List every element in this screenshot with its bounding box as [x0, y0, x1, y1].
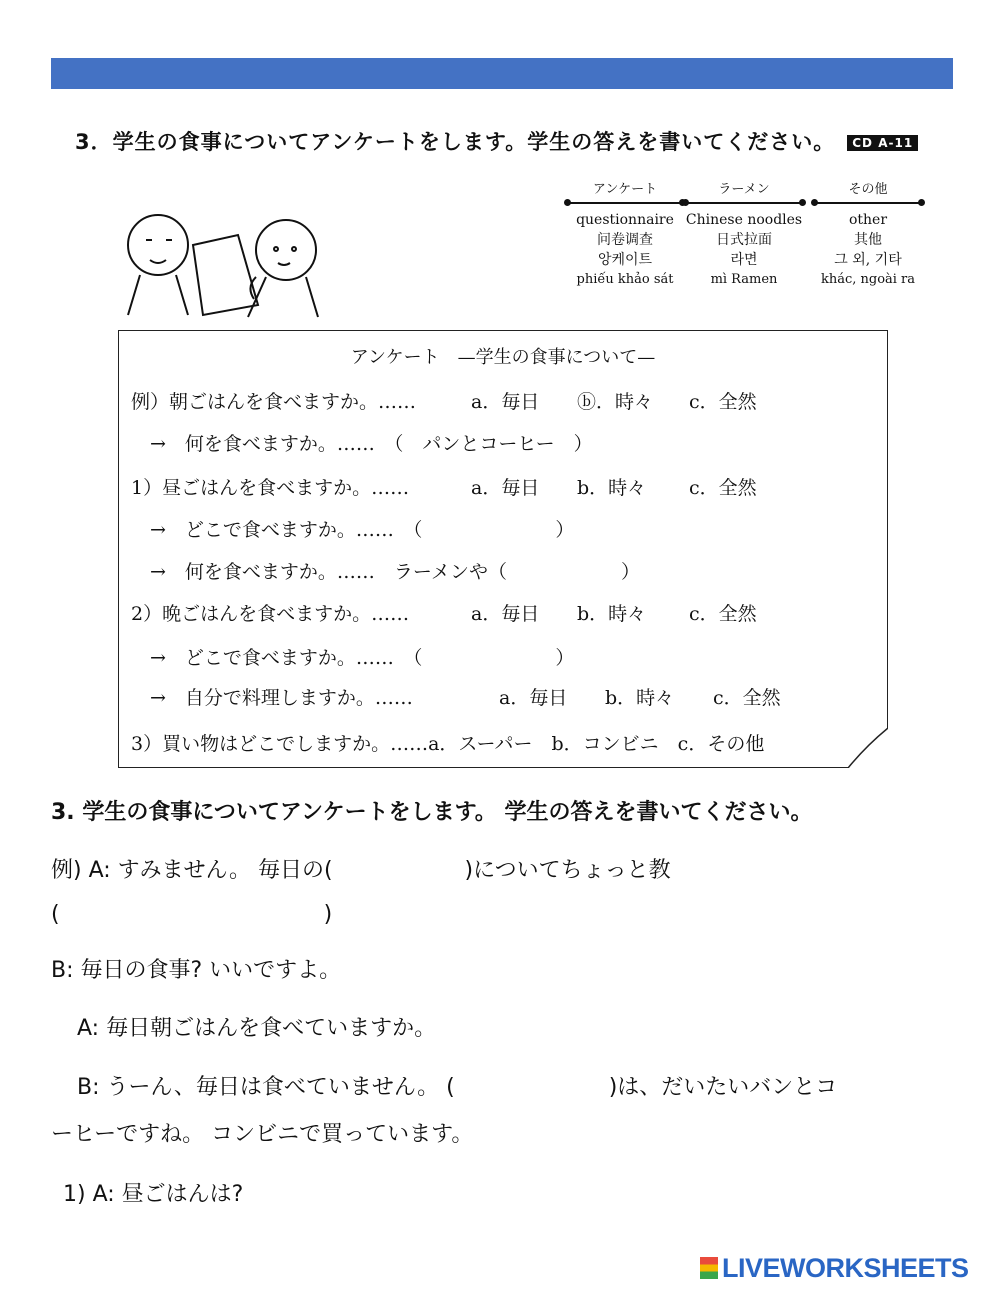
survey-title: アンケート —学生の食事について—: [350, 347, 656, 368]
dialogue-line: 例) A: すみません。 毎日の( )についてちょっと教: [51, 858, 671, 883]
vocab-other: その他 other 其他 그 외, 기타 khác, ngoài ra: [812, 180, 924, 290]
option-a: a．毎日: [471, 603, 540, 625]
header-bar: [51, 58, 953, 89]
dialogue-line: ーヒーですね。 コンビニで買っています。: [51, 1122, 474, 1147]
survey-followup: → 何を食べますか。…… ラーメンや（ ）: [131, 561, 640, 583]
dialogue-line: B: うーん、毎日は食べていません。 ( )は、だいたいバンとコ: [77, 1075, 838, 1100]
survey-example-question: 例）朝ごはんを食べますか。……: [131, 391, 417, 413]
option-b: b．時々: [605, 687, 675, 709]
dialogue-line: 1) A: 昼ごはんは?: [63, 1182, 244, 1207]
option-c: c．全然: [689, 477, 757, 499]
survey-followup: → 自分で料理しますか。……: [131, 687, 413, 709]
dialogue-line: B: 毎日の食事? いいですよ。: [51, 958, 342, 983]
survey-question-1: 1）昼ごはんを食べますか。……: [131, 477, 410, 499]
option-b: b．時々: [577, 477, 647, 499]
option-a: a．毎日: [471, 391, 540, 413]
dialogue-line: A: 毎日朝ごはんを食べていますか。: [77, 1016, 437, 1041]
option-c: c．全然: [689, 603, 757, 625]
vocab-questionnaire: アンケート questionnaire 问卷调查 앙케이트 phiếu khảo sát: [565, 180, 685, 290]
section-title: 3．学生の食事についてアンケートをします。学生の答えを書いてください。 CD A-11: [75, 126, 918, 156]
page-curl: [848, 728, 888, 768]
logo-icon: [700, 1257, 718, 1279]
option-c: c．全然: [689, 391, 757, 413]
option-b: ⓑ．時々: [577, 391, 654, 413]
survey-followup: → どこで食べますか。…… （ ）: [131, 519, 575, 541]
cd-badge: CD A-11: [847, 135, 918, 151]
students-illustration: [118, 205, 338, 320]
answer-blank-line[interactable]: ( ): [51, 902, 333, 927]
option-a: a．毎日: [471, 477, 540, 499]
survey-followup: → 何を食べますか。…… （ パンとコーヒー ）: [131, 433, 593, 455]
survey-followup: → どこで食べますか。…… （ ）: [131, 647, 575, 669]
exercise-title: 3. 学生の食事についてアンケートをします。 学生の答えを書いてください。: [51, 800, 813, 825]
survey-sheet: [118, 330, 888, 768]
survey-question-2: 2）晩ごはんを食べますか。……: [131, 603, 410, 625]
liveworksheets-logo: LIVEWORKSHEETS: [700, 1253, 969, 1284]
option-a: a．毎日: [499, 687, 568, 709]
option-b: b．時々: [577, 603, 647, 625]
survey-question-3: 3）買い物はどこでしますか。……a．スーパー b．コンビニ c．その他: [131, 733, 765, 755]
vocab-ramen: ラーメン Chinese noodles 日式拉面 라면 mì Ramen: [685, 182, 803, 287]
option-c: c．全然: [713, 687, 781, 709]
